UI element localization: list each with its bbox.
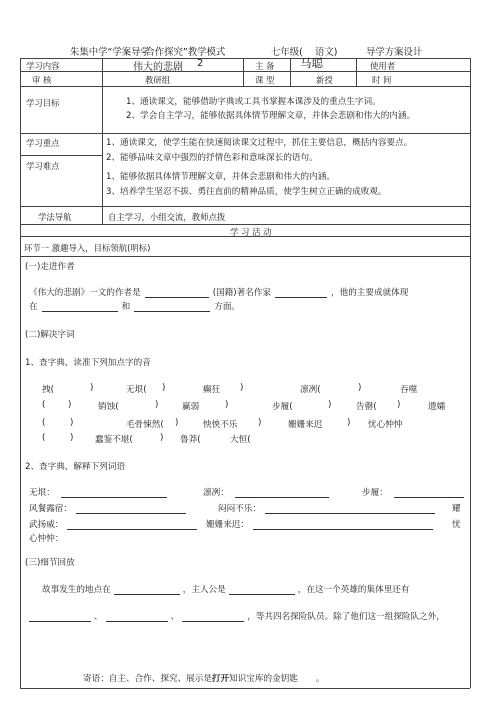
definition-item-prefix: 忧 [452,520,461,530]
host-label: 主 备 [255,61,275,71]
doc-type: 导学方案设计 [366,47,423,58]
method-value: 自主学习，小组交流，教师点拨 [108,212,226,222]
key-points-label: 学习重点 [26,138,60,148]
grade-label: 七年级( [271,47,303,58]
detail-question-cont: 、 、 ，等共四名探险队员。除了他们这一组探险队之外， [29,610,445,622]
definition-item-prefix: 耀 [452,504,461,514]
time-label: 时 间 [372,75,392,85]
author-question: 《伟大的悲剧》一文的作者是 (国籍)著名作家 ，他的主要成就体现 [29,288,409,298]
difficult-point-item: 1、能够依据具体情节理解文章，并体会悲剧和伟大的内涵。 [106,172,335,182]
section-title: (二)解决字词 [25,330,75,340]
key-point-item: 2、能够品味文章中强烈的抒情色彩和意味深长的语句。 [106,153,318,163]
motto: 寄语：自主、合作、探究、展示是打开知识宝库的金钥匙 。 [83,674,325,684]
difficult-points-label: 学习难点 [26,161,60,171]
subject-label: 语文) [315,47,338,58]
definition-item: 闷闷不乐： [218,502,435,514]
objective-item: 2、学会自主学习，能够依据具体情节理解文章，并体会悲剧和伟大的内涵。 [126,111,416,121]
user-label: 使用者 [370,61,396,71]
key-point-item: 1、通读课文，使学生能在快速阅读课文过程中，抓住主要信息，概括内容要点。 [106,138,413,148]
objective-item: 1、通读课文，能够借助字典或工具书掌握本课涉及的重点生字词。 [126,97,381,107]
school-name: 朱集中学“学案导学 [70,47,150,58]
link-one: 环节一 激趣导入，目标领航(明标) [24,243,151,253]
lesson-type-label: 课 型 [255,75,275,85]
definition-item: 风餐露宿： [29,502,186,514]
definition-item: 凛冽： [203,486,329,498]
lesson-type: 新授 [316,75,333,85]
lesson-number: 2 [197,58,204,69]
lesson-title: 伟大的悲剧 [133,62,183,73]
author-question-cont: 在 和 方面。 [29,302,241,312]
definition-item: 姗姗来迟： [206,518,433,530]
section-title: (三)细节回放 [25,558,75,568]
teaching-mode: -合作探究”教学模式 [142,47,226,58]
definition-item: 武扬威： [29,518,197,530]
review-value: 教研组 [145,75,171,85]
section-title: (一)走进作者 [25,262,75,272]
definition-item: 无垠： [29,486,167,498]
question-definitions: 2、查字典，解释下列词语 [25,462,125,472]
objectives-label: 学习目标 [26,98,60,108]
detail-question: 故事发生的地点在 ，主人公是 ，在这一个英雄的集体里还有 [42,585,410,595]
question-pronunciation: 1、查字典，读准下列加点字的音 [25,358,151,368]
study-content-label: 学习内容 [26,61,60,71]
definition-item: 步履： [362,486,464,498]
difficult-point-item: 3、培养学生坚忍不拔、勇往直前的精神品质，使学生树立正确的成败观。 [106,187,387,197]
review-label: 审 核 [32,75,52,85]
host-name: 马聪 [300,56,323,70]
activity-title: 学 习 活 动 [230,227,272,237]
method-label: 学法导航 [38,212,72,222]
definition-item: 心忡忡： [29,534,64,544]
